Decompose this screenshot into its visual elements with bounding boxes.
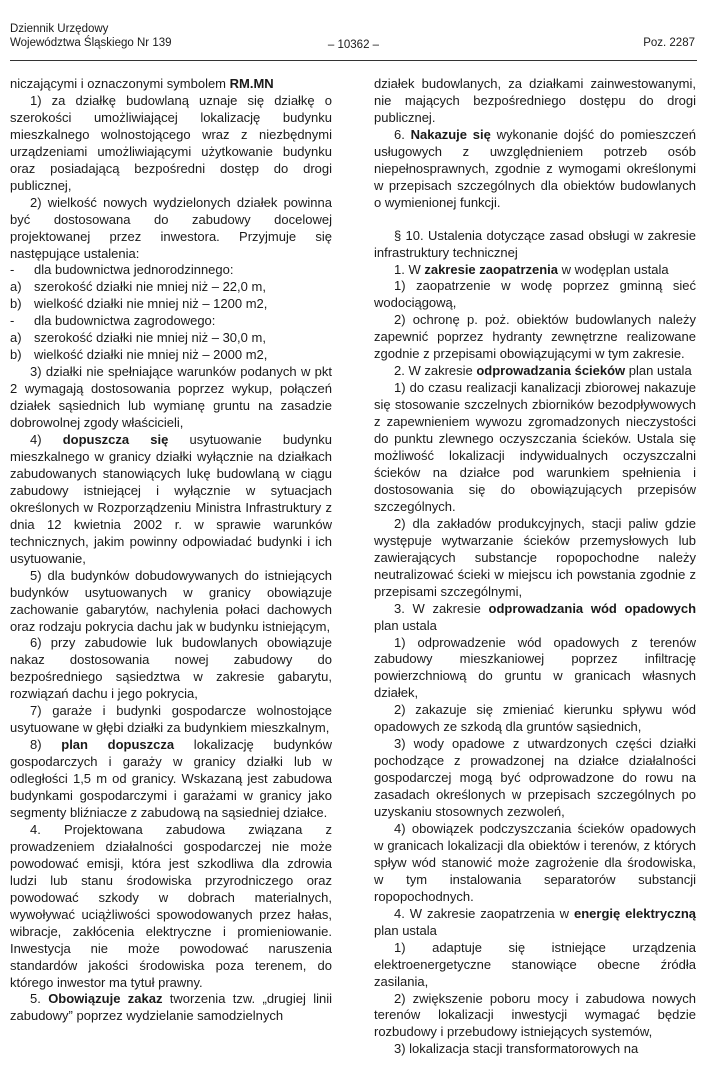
left-column: [10, 76, 332, 1025]
paragraph: 6) przy zabudowie luk budowlanych obowiązuje nakaz dostosowania nowej zabudowy do bezpośredniego sąsiedztwa w zakresie gabarytu, rozwiązań dachu i jego pokrycia,: [10, 635, 332, 702]
paragraph: 1) zaopatrzenie w wodę poprzez gminną sieć wodociągową,: [374, 278, 696, 311]
paragraph: 3) wody opadowe z utwardzonych części działki pochodzące z prowadzonej na działce działalności gospodarczej mogą być odprowadzone do rowu na zasadach określonych w przepisach szczególnych po uzyskaniu stosownych zezwoleń,: [374, 736, 696, 820]
paragraph: 5) dla budynków dobudowywanych do istniejących budynków usytuowanych w granicy obowiązuje zachowanie gabarytów, nachylenia połaci dachowych oraz rodzaju pokrycia dachu jak w budynku istniejącym,: [10, 567, 332, 634]
paragraph: 4) obowiązek podczyszczania ścieków opadowych w granicach lokalizacji dla obiektów i terenów, z których spływ wód stanowić może zagrożenie dla środowiska, w tym instalowania separatorów substancji ropopochodnych.: [374, 820, 696, 904]
page-number: – 10362 –: [327, 39, 380, 51]
paragraph: 1) do czasu realizacji kanalizacji zbiorowej nakazuje się stosowanie szczelnych zbiorników bezodpływowych z zapewnieniem wywozu zgromadzonych nieczystości do punktu zlewnego oczyszczania ścieków. Ustala się możliwość lokalizacji indywidualnych oczyszczalni ścieków na działce pod warunkiem spełnienia i dostosowania się do obowiązujących przepisów szczególnych.: [374, 380, 696, 514]
position-number: Poz. 2287: [643, 37, 695, 49]
paragraph: 4. Projektowana zabudowa związana z prowadzeniem działalności gospodarczej nie może powodować emisji, która jest szkodliwa dla zdrowia ludzi lub stanu środowiska przyrodniczego oraz powodować szkody w dobrach materialnych, wywoływać uciążliwości spowodowanych przez hałas, wibracje, zakłócenia elektryczne i promieniowanie. Inwestycja nie może powodować naruszenia standardów jakości środowiska poza terenem, do którego inwestor ma tytuł prawny.: [10, 821, 332, 990]
paragraph: 3. W zakresie odprowadzania wód opadowych plan ustala: [374, 600, 697, 633]
paragraph: 1) adaptuje się istniejące urządzenia elektroenergetyczne stanowiące obecne źródła zasilania,: [374, 939, 696, 989]
paragraph: niczającymi i oznaczonymi symbolem RM.MN: [10, 76, 274, 91]
list-item: b) wielkość działki nie mniej niż – 2000 m2,: [10, 347, 268, 363]
page-header: [10, 22, 697, 60]
list-item: - dla budownictwa zagrodowego:: [10, 313, 216, 329]
paragraph: 1. W zakresie zaopatrzenia w wodęplan ustala: [394, 261, 669, 277]
paragraph: 4. W zakresie zaopatrzenia w energię elektryczną plan ustala: [374, 905, 696, 938]
paragraph: 4) dopuszcza się usytuowanie budynku mieszkalnego w granicy działki wyłącznie na działkach zabudowanych stanowiących lukę budowlaną w ciągu zabudowy istniejącej i wyłącznie w sytuacjach określonych w Rozporządzeniu Ministra Infrastruktury z dnia 12 kwietnia 2002 r. w sprawie warunków technicznych, jakim powinny odpowiadać budynki i ich usytuowanie,: [10, 432, 333, 566]
right-column: [374, 76, 696, 1058]
paragraph: działek budowlanych, za działkami zainwestowanymi, nie mających bezpośredniego dostępu do drogi publicznej.: [374, 76, 696, 125]
paragraph: 6. Nakazuje się wykonanie dojść do pomieszczeń usługowych z uwzględnieniem potrzeb osób niepełnosprawnych, zgodnie z wymogami określonymi w przepisach szczególnych dla obiektów budowlanych o wymienionej funkcji.: [374, 126, 696, 210]
paragraph: 7) garaże i budynki gospodarcze wolnostojące usytuowane w głębi działki za budynkiem mieszkalnym,: [10, 703, 332, 736]
list-item: - dla budownictwa jednorodzinnego:: [10, 262, 234, 278]
paragraph: 3) lokalizacja stacji transformatorowych na: [394, 1041, 639, 1057]
header-rule: [10, 60, 697, 61]
paragraph: 2. W zakresie odprowadzania ścieków plan ustala: [394, 363, 692, 379]
paragraph: 8) plan dopuszcza lokalizację budynków gospodarczych i garaży w granicy działki lub w odległości 1,5 m od granicy. Wskazaną jest zabudowa budynkami gospodarczymi i garażami w granicy jako segmenty bliźniacze z zabudową na sąsiedniej działce.: [10, 737, 333, 820]
requirements-list: [10, 262, 332, 364]
journal-line-2: Województwa Śląskiego Nr 139: [10, 37, 172, 49]
list-item: a) szerokość działki nie mniej niż – 30,0 m,: [10, 330, 266, 346]
list-item: b) wielkość działki nie mniej niż – 1200 m2,: [10, 296, 268, 312]
list-item: a) szerokość działki nie mniej niż – 22,0 m,: [10, 279, 266, 295]
paragraph: 1) za działkę budowlaną uznaje się działkę o szerokości umożliwiającej lokalizację budynku mieszkalnego wolnostojącego wraz z niezbędnymi urządzeniami umożliwiającymi użytkowanie budynku oraz posiadającą bezpośredni dostęp do drogi publicznej,: [10, 92, 332, 193]
paragraph: 3) działki nie spełniające warunków podanych w pkt 2 wymagają dostosowania poprzez wykup, połączeń działek sąsiednich lub wymianę gruntu na zasadzie dobrowolnej zgody właścicieli,: [10, 364, 332, 431]
paragraph: 2) zakazuje się zmieniać kierunku spływu wód opadowych ze szkodą dla gruntów sąsiednich,: [374, 702, 696, 735]
section-heading: § 10. Ustalenia dotyczące zasad obsługi w zakresie infrastruktury technicznej: [374, 227, 696, 260]
paragraph: 1) odprowadzenie wód opadowych z terenów zabudowy mieszkaniowej poprzez infiltrację powierzchniową do gruntu w granicach własnych działek,: [374, 634, 696, 701]
paragraph: 2) zwiększenie poboru mocy i zabudowa nowych terenów lokalizacji inwestycji wymagać będzie rozbudowy i przebudowy istniejących systemów,: [374, 990, 696, 1040]
paragraph: 5. Obowiązuje zakaz tworzenia tzw. „drugiej linii zabudowy” poprzez wydzielanie samodzielnych: [10, 991, 332, 1024]
paragraph: 2) ochronę p. poż. obiektów budowlanych należy zapewnić poprzez hydranty zewnętrzne realizowane zgodnie z przepisami obowiązującymi w tym zakresie.: [374, 312, 696, 362]
paragraph: 2) dla zakładów produkcyjnych, stacji paliw gdzie występuje wytwarzanie ścieków przemysłowych lub zawierających substancje ropopochodne należy neutralizować ścieki w miejscu ich powstania zgodnie z przepisami szczególnymi,: [374, 515, 696, 599]
paragraph: 2) wielkość nowych wydzielonych działek powinna być dostosowana do zabudowy docelowej projektowanej przez inwestora. Przyjmuje się następujące ustalenia:: [10, 194, 332, 261]
journal-line-1: Dziennik Urzędowy: [10, 23, 109, 35]
